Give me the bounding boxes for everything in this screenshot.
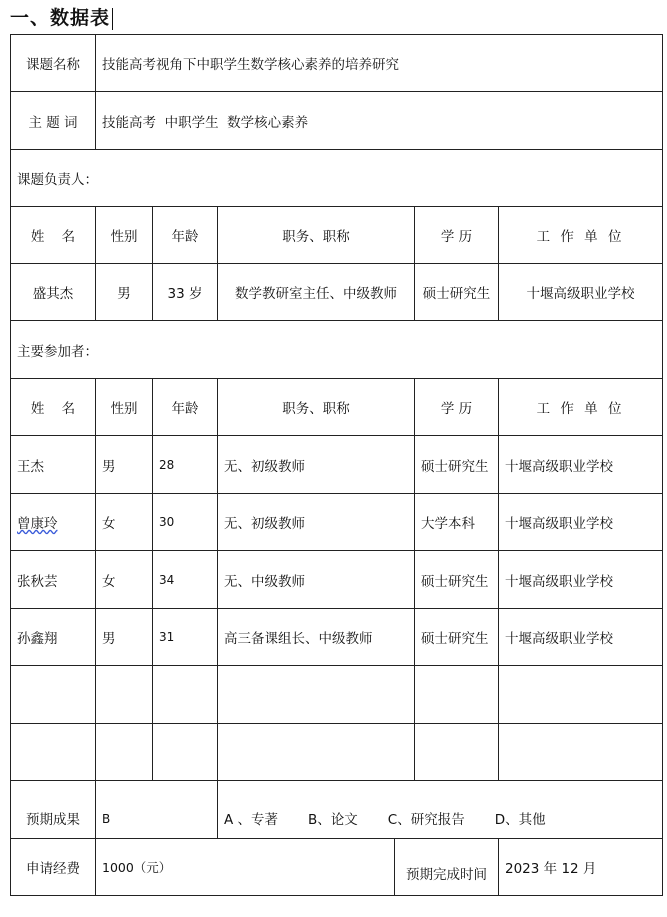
member-gender[interactable]: 女 — [96, 551, 153, 609]
results-options — [218, 781, 663, 839]
result-option-c: C、研究报告 — [387, 812, 465, 828]
result-option-a: A 、专著 — [224, 812, 279, 828]
member-age[interactable]: 34 — [153, 551, 218, 609]
leader-row — [11, 264, 663, 321]
empty-cell[interactable] — [499, 666, 663, 724]
member-age[interactable]: 28 — [153, 436, 218, 494]
leader-header-row — [11, 207, 663, 264]
member-title[interactable]: 高三备课组长、中级教师 — [218, 609, 415, 666]
empty-cell[interactable] — [218, 666, 415, 724]
results-value[interactable]: B — [96, 781, 218, 839]
empty-cell[interactable] — [96, 666, 153, 724]
leader-workplace[interactable]: 十堰高级职业学校 — [499, 264, 663, 321]
data-table-container — [10, 34, 662, 896]
section-title-text: 一、数据表 — [10, 7, 111, 29]
member-title[interactable]: 无、初级教师 — [218, 436, 415, 494]
funding-label: 申请经费 — [11, 839, 96, 896]
member-workplace[interactable]: 十堰高级职业学校 — [499, 436, 663, 494]
member-title[interactable]: 无、初级教师 — [218, 494, 415, 551]
col-header-age: 年龄 — [153, 207, 218, 264]
empty-cell[interactable] — [96, 724, 153, 781]
member-title[interactable]: 无、中级教师 — [218, 551, 415, 609]
completion-label: 预期完成时间 — [395, 839, 499, 896]
col-header-name: 姓 名 — [11, 379, 96, 436]
members-section-label: 主要参加者： — [11, 321, 663, 379]
empty-cell[interactable] — [11, 724, 96, 781]
section-title — [10, 4, 113, 32]
result-option-b: B、论文 — [308, 812, 358, 828]
col-header-education: 学 历 — [415, 379, 499, 436]
member-name[interactable]: 张秋芸 — [11, 551, 96, 609]
project-name-label: 课题名称 — [11, 35, 96, 92]
member-workplace[interactable]: 十堰高级职业学校 — [499, 494, 663, 551]
text-cursor — [112, 8, 113, 30]
member-workplace[interactable]: 十堰高级职业学校 — [499, 551, 663, 609]
completion-value[interactable]: 2023 年 12 月 — [499, 839, 663, 896]
empty-cell[interactable] — [153, 666, 218, 724]
empty-cell[interactable] — [499, 724, 663, 781]
member-education[interactable]: 硕士研究生 — [415, 551, 499, 609]
member-education[interactable]: 大学本科 — [415, 494, 499, 551]
col-header-name: 姓 名 — [11, 207, 96, 264]
leader-section-label: 课题负责人： — [11, 150, 663, 207]
member-age[interactable]: 31 — [153, 609, 218, 666]
col-header-workplace: 工 作 单 位 — [499, 379, 663, 436]
leader-title[interactable]: 数学教研室主任、中级教师 — [218, 264, 415, 321]
col-header-education: 学 历 — [415, 207, 499, 264]
col-header-workplace: 工 作 单 位 — [499, 207, 663, 264]
leader-education[interactable]: 硕士研究生 — [415, 264, 499, 321]
keywords-label: 主 题 词 — [11, 92, 96, 150]
member-name[interactable] — [11, 494, 96, 551]
member-education[interactable]: 硕士研究生 — [415, 436, 499, 494]
keywords-value[interactable]: 技能高考 中职学生 数学核心素养 — [96, 92, 663, 150]
col-header-gender: 性别 — [96, 207, 153, 264]
table-row — [11, 494, 663, 551]
funding-value[interactable]: 1000（元） — [96, 839, 395, 896]
col-header-title: 职务、职称 — [218, 207, 415, 264]
member-name[interactable]: 孙鑫翔 — [11, 609, 96, 666]
table-row — [11, 609, 663, 666]
col-header-age: 年龄 — [153, 379, 218, 436]
member-gender[interactable]: 男 — [96, 609, 153, 666]
member-name[interactable]: 王杰 — [11, 436, 96, 494]
project-name-row — [11, 35, 663, 92]
empty-row — [11, 724, 663, 781]
leader-age[interactable]: 33 岁 — [153, 264, 218, 321]
result-option-d: D、其他 — [494, 812, 546, 828]
keywords-row — [11, 92, 663, 150]
results-row — [11, 781, 663, 839]
data-table — [10, 34, 663, 896]
member-education[interactable]: 硕士研究生 — [415, 609, 499, 666]
leader-name[interactable]: 盛其杰 — [11, 264, 96, 321]
empty-cell[interactable] — [218, 724, 415, 781]
members-header-row — [11, 379, 663, 436]
leader-gender[interactable]: 男 — [96, 264, 153, 321]
table-row — [11, 551, 663, 609]
member-gender[interactable]: 女 — [96, 494, 153, 551]
table-row — [11, 436, 663, 494]
results-label: 预期成果 — [11, 781, 96, 839]
members-section-row — [11, 321, 663, 379]
empty-row — [11, 666, 663, 724]
col-header-gender: 性别 — [96, 379, 153, 436]
funding-row — [11, 839, 663, 896]
member-gender[interactable]: 男 — [96, 436, 153, 494]
project-name-value[interactable]: 技能高考视角下中职学生数学核心素养的培养研究 — [96, 35, 663, 92]
leader-section-row — [11, 150, 663, 207]
col-header-title: 职务、职称 — [218, 379, 415, 436]
member-name-text: 曾康玲 — [17, 516, 58, 532]
empty-cell[interactable] — [11, 666, 96, 724]
empty-cell[interactable] — [153, 724, 218, 781]
member-workplace[interactable]: 十堰高级职业学校 — [499, 609, 663, 666]
member-age[interactable]: 30 — [153, 494, 218, 551]
empty-cell[interactable] — [415, 724, 499, 781]
empty-cell[interactable] — [415, 666, 499, 724]
